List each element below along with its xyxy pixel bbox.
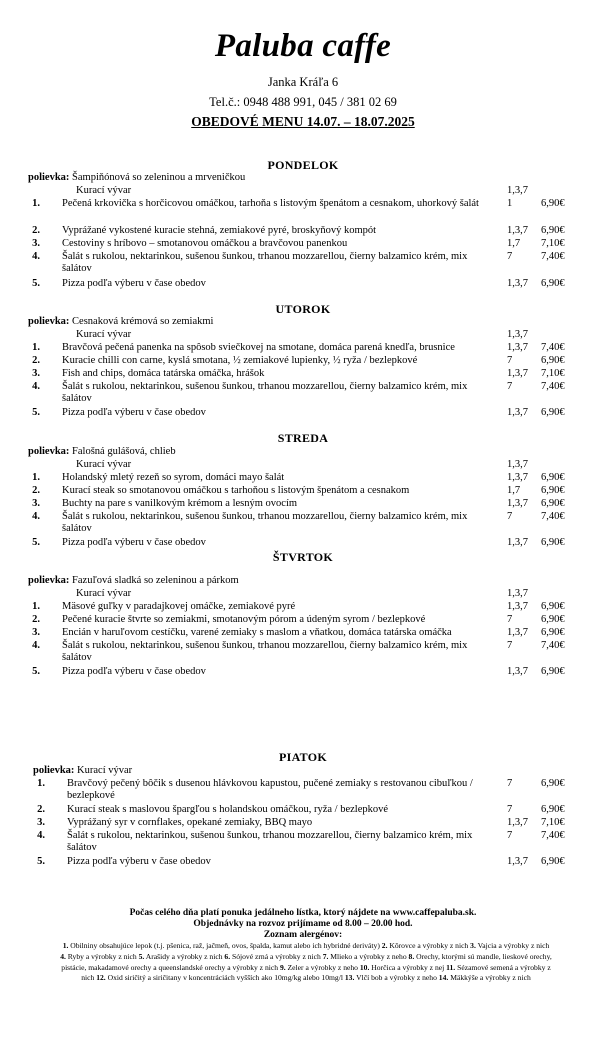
item-description: Vyprážaný syr v cornflakes, opekané zemiaky, BBQ mayo — [67, 817, 313, 828]
item-number: 5. — [32, 278, 40, 289]
menu-item — [0, 511, 606, 535]
allergen-number: 12. — [96, 973, 106, 983]
allergen-text: Oxid siričitý a siričitany v koncentráciách vyšších ako 10mg/kg alebo 10mg/l — [105, 973, 345, 983]
item-description: Pizza podľa výberu v čase obedov — [62, 407, 206, 418]
allergen-number: 1. — [62, 941, 69, 950]
allergen-text: Obilniny obsahujúce lepok (t.j. pšenica, raž, jačmeň, ovos, špalda, kamut alebo ich hybridné deriváty) — [68, 941, 382, 950]
item-allergens: 1,3,7 — [507, 817, 528, 828]
item-number: 1. — [32, 601, 40, 612]
delivery-hours: Objednávky na rozvoz prijímame od 8.00 – 20.00 hod. — [193, 919, 413, 929]
item-description: Pizza podľa výberu v čase obedov — [62, 666, 206, 677]
soup-label: polievka: — [28, 316, 70, 327]
item-number: 1. — [32, 472, 40, 483]
item-number: 4. — [37, 830, 45, 841]
item-price: 6,90€ — [541, 472, 565, 483]
item-allergens: 1,7 — [507, 485, 521, 496]
item-number: 5. — [32, 407, 40, 418]
item-description: Fish and chips, domáca tatárska omáčka, hrášok — [62, 368, 265, 379]
item-price: 7,10€ — [541, 238, 565, 249]
item-price: 6,90€ — [541, 498, 565, 509]
menu-item — [0, 778, 606, 802]
phone: Tel.č.: 0948 488 991, 045 / 381 02 69 — [209, 95, 397, 109]
item-description: Pečená krkovička s horčicovou omáčkou, tarhoňa s listovým špenátom a cesnakom, uhorkový šalát — [62, 198, 479, 209]
soup-line — [28, 575, 239, 587]
allergen-number: 7. — [322, 951, 329, 961]
menu-item — [0, 666, 606, 690]
item-allergens: 1,7 — [507, 238, 521, 249]
allergen-number: 2. — [381, 941, 388, 950]
allergen-number: 6. — [224, 951, 231, 961]
item-price: 7,10€ — [541, 817, 565, 828]
item-description: Šalát s rukolou, nektarinkou, sušenou šunkou, trhanou mozzarellou, čierny balzamico krém, mix šalátov — [62, 251, 468, 274]
allergen-number: 8. — [408, 951, 415, 961]
item-allergens: 7 — [507, 778, 513, 789]
item-allergens: 7 — [507, 804, 513, 815]
allergen-text: Arašidy a výrobky z nich — [144, 951, 225, 961]
item-description: Bravčový pečený bôčik s dusenou hlávkovou kapustou, pučené zemiaky s restovanou cibuľkou / bezlepkové — [67, 778, 473, 801]
item-price: 6,90€ — [541, 485, 565, 496]
soup-name: Falošná gulášová, chlieb — [72, 446, 176, 457]
soup-allergens: 1,3,7 — [507, 459, 528, 470]
item-number: 1. — [37, 778, 45, 789]
soup-secondary: Kurací vývar — [76, 588, 132, 599]
soup-name: Kurací vývar — [77, 765, 133, 776]
allergen-text: Orechy, ktorými sú mandle, lieskové orechy, pistácie, makadamové orechy a queenslandské orechy a výrobky z nich — [61, 951, 552, 972]
menu-item — [0, 830, 606, 854]
soup-name: Cesnaková krémová so zemiakmi — [72, 316, 214, 327]
item-allergens: 7 — [507, 251, 513, 262]
item-description: Pizza podľa výberu v čase obedov — [62, 278, 206, 289]
item-price: 6,90€ — [541, 537, 565, 548]
allergen-title: Zoznam alergénov: — [263, 930, 343, 940]
item-price: 6,90€ — [541, 666, 565, 677]
item-allergens: 7 — [507, 830, 513, 841]
item-allergens: 7 — [507, 640, 513, 651]
item-number: 4. — [32, 251, 40, 262]
restaurant-name: Paluba caffe — [214, 28, 392, 64]
item-description: Holandský mletý rezeň so syrom, domáci mayo šalát — [62, 472, 285, 483]
item-number: 2. — [32, 485, 40, 496]
item-description: Bravčová pečená panenka na spôsob sviečkovej na smotane, domáca parená knedľa, brusnice — [62, 342, 455, 353]
item-description: Pečené kuracie štvrte so zemiakmi, smotanovým pórom a údeným syrom / bezlepkové — [62, 614, 426, 625]
item-allergens: 1,3,7 — [507, 472, 528, 483]
item-description: Cestoviny s hríbovo – smotanovou omáčkou a bravčovou panenkou — [62, 238, 348, 249]
item-price: 6,90€ — [541, 198, 565, 209]
item-price: 7,40€ — [541, 251, 565, 262]
menu-item — [0, 198, 606, 222]
allergen-number: 14. — [438, 973, 449, 983]
item-number: 3. — [32, 498, 40, 509]
day-heading: ŠTVRTOK — [272, 550, 334, 564]
soup-allergens: 1,3,7 — [507, 185, 528, 196]
allergen-text: Kôrovce a výrobky z nich — [387, 941, 471, 950]
allergen-list — [60, 941, 552, 984]
allergen-text: Sézamové semená a výrobky z nich — [81, 962, 551, 983]
soup-allergens: 1,3,7 — [507, 329, 528, 340]
soup-name: Fazuľová sladká so zeleninou a párkom — [72, 575, 239, 586]
item-price: 7,40€ — [541, 381, 565, 392]
allergen-number: 10. — [359, 962, 370, 972]
item-allergens: 1,3,7 — [507, 368, 528, 379]
menu-item — [0, 381, 606, 405]
item-price: 6,90€ — [541, 614, 565, 625]
day-heading: UTOROK — [275, 302, 331, 316]
item-description: Šalát s rukolou, nektarinkou, sušenou šunkou, trhanou mozzarellou, čierny balzamico krém, mix šalátov — [62, 511, 468, 534]
item-number: 3. — [32, 368, 40, 379]
item-number: 4. — [32, 511, 40, 522]
item-allergens: 1,3,7 — [507, 498, 528, 509]
item-allergens: 7 — [507, 614, 513, 625]
item-price: 6,90€ — [541, 278, 565, 289]
item-number: 3. — [32, 238, 40, 249]
allergen-text: Ryby a výrobky z nich — [65, 951, 139, 961]
soup-secondary: Kurací vývar — [76, 185, 132, 196]
allergen-text: Zeler a výrobky z neho — [285, 962, 360, 972]
item-price: 6,90€ — [541, 627, 565, 638]
item-allergens: 1,3,7 — [507, 225, 528, 236]
item-price: 6,90€ — [541, 856, 565, 867]
item-description: Encián v haruľovom cestíčku, varené zemiaky s maslom a vňatkou, domáca tatárska omáčka — [62, 627, 452, 638]
item-price: 7,10€ — [541, 368, 565, 379]
item-price: 6,90€ — [541, 407, 565, 418]
item-number: 4. — [32, 640, 40, 651]
soup-secondary: Kurací vývar — [76, 459, 132, 470]
allergen-text: Mlieko a výrobky z neho — [328, 951, 409, 961]
item-price: 6,90€ — [541, 804, 565, 815]
item-allergens: 1 — [507, 198, 513, 209]
item-price: 6,90€ — [541, 225, 565, 236]
menu-item — [0, 278, 606, 302]
item-allergens: 1,3,7 — [507, 537, 528, 548]
soup-secondary: Kurací vývar — [76, 329, 132, 340]
item-number: 5. — [37, 856, 45, 867]
allergen-number: 9. — [279, 962, 286, 972]
item-description: Pizza podľa výberu v čase obedov — [62, 537, 206, 548]
soup-label: polievka: — [28, 446, 70, 457]
item-price: 7,40€ — [541, 830, 565, 841]
menu-item — [0, 251, 606, 275]
soup-line — [28, 446, 176, 458]
soup-line — [33, 765, 132, 777]
item-allergens: 7 — [507, 355, 513, 366]
item-description: Pizza podľa výberu v čase obedov — [67, 856, 211, 867]
soup-allergens: 1,3,7 — [507, 588, 528, 599]
item-description: Mäsové guľky v paradajkovej omáčke, zemiakové pyré — [62, 601, 296, 612]
item-number: 4. — [32, 381, 40, 392]
day-heading: PONDELOK — [267, 158, 339, 172]
item-description: Kurací steak so smotanovou omáčkou s tarhoňou s listovým špenátom a cesnakom — [62, 485, 410, 496]
allergen-text: Sójové zrná a výrobky z nich — [230, 951, 323, 961]
item-number: 1. — [32, 342, 40, 353]
item-allergens: 1,3,7 — [507, 627, 528, 638]
item-description: Šalát s rukolou, nektarinkou, sušenou šunkou, trhanou mozzarellou, čierny balzamico krém, mix šalátov — [62, 640, 468, 663]
item-allergens: 1,3,7 — [507, 666, 528, 677]
item-number: 2. — [32, 355, 40, 366]
soup-label: polievka: — [28, 575, 70, 586]
menu-item — [0, 407, 606, 431]
soup-label: polievka: — [33, 765, 75, 776]
item-number: 1. — [32, 198, 40, 209]
item-description: Šalát s rukolou, nektarinkou, sušenou šunkou, trhanou mozzarellou, čierny balzamico krém, mix šalátov — [62, 381, 468, 404]
allergen-text: Mäkkýše a výrobky z nich — [448, 973, 531, 983]
allergen-text: Vlčí bob a výrobky z neho — [354, 973, 439, 983]
allergen-number: 5. — [138, 951, 145, 961]
item-allergens: 7 — [507, 381, 513, 392]
item-number: 2. — [32, 225, 40, 236]
item-price: 6,90€ — [541, 778, 565, 789]
soup-line — [28, 172, 245, 184]
item-price: 7,40€ — [541, 342, 565, 353]
menu-title: OBEDOVÉ MENU 14.07. – 18.07.2025 — [191, 114, 415, 129]
allergen-number: 3. — [470, 941, 476, 950]
day-heading: STREDA — [277, 431, 329, 445]
soup-line — [28, 316, 213, 328]
item-allergens: 1,3,7 — [507, 601, 528, 612]
menu-item — [0, 640, 606, 664]
allergen-text: Horčica a výrobky z nej — [369, 962, 447, 972]
item-price: 7,40€ — [541, 511, 565, 522]
item-number: 3. — [37, 817, 45, 828]
item-description: Kuracie chilli con carne, kyslá smotana, ½ zemiakové lupienky, ½ ryža / bezlepkové — [62, 355, 418, 366]
item-number: 2. — [32, 614, 40, 625]
item-number: 5. — [32, 537, 40, 548]
item-price: 6,90€ — [541, 601, 565, 612]
soup-label: polievka: — [28, 172, 70, 183]
allergen-text: Vajcia a výrobky z nich — [475, 941, 550, 950]
item-description: Buchty na pare s vanilkovým krémom a lesným ovocím — [62, 498, 298, 509]
item-allergens: 1,3,7 — [507, 856, 528, 867]
menu-item — [0, 856, 606, 880]
allergen-number: 11. — [446, 962, 456, 972]
item-allergens: 1,3,7 — [507, 278, 528, 289]
item-price: 6,90€ — [541, 355, 565, 366]
allergen-number: 4. — [60, 951, 66, 961]
item-description: Vyprážané vykostené kuracie stehná, zemiakové pyré, broskyňový kompót — [62, 225, 377, 236]
item-allergens: 1,3,7 — [507, 407, 528, 418]
item-number: 3. — [32, 627, 40, 638]
item-allergens: 7 — [507, 511, 513, 522]
item-description: Kurací steak s maslovou špargľou s holandskou omáčkou, ryža / bezlepkové — [67, 804, 389, 815]
day-heading: PIATOK — [278, 750, 328, 764]
item-number: 5. — [32, 666, 40, 677]
item-description: Šalát s rukolou, nektarinkou, sušenou šunkou, trhanou mozzarellou, čierny balzamico krém, mix šalátov — [67, 830, 473, 853]
footer-note: Počas celého dňa platí ponuka jedálneho lístka, ktorý nájdete na www.caffepaluba.sk. — [129, 908, 477, 918]
soup-name: Šampiňónová so zeleninou a mrveničkou — [72, 172, 246, 183]
address: Janka Kráľa 6 — [267, 75, 339, 89]
allergen-number: 13. — [344, 973, 355, 983]
item-allergens: 1,3,7 — [507, 342, 528, 353]
item-number: 2. — [37, 804, 45, 815]
item-price: 7,40€ — [541, 640, 565, 651]
